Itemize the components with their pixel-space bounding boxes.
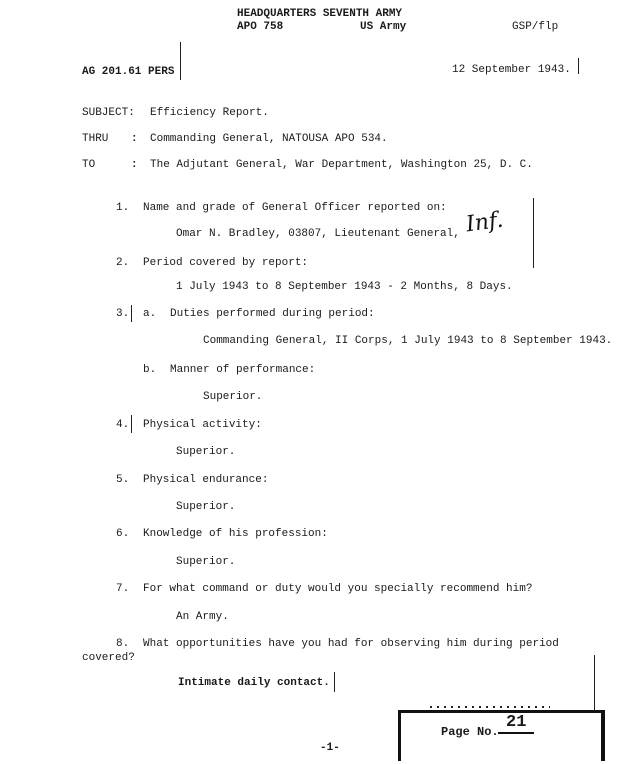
item-3-number: 3. — [116, 308, 130, 320]
margin-mark — [594, 655, 595, 710]
to-label: TO — [82, 159, 96, 171]
item-1-answer: Omar N. Bradley, 03807, Lieutenant General, — [176, 228, 460, 240]
item-7-answer: An Army. — [176, 611, 229, 623]
margin-mark — [131, 305, 132, 322]
item-4-number: 4. — [116, 419, 130, 431]
to-text: The Adjutant General, War Department, Washington 25, D. C. — [150, 159, 533, 171]
item-2-answer: 1 July 1943 to 8 September 1943 - 2 Months, 8 Days. — [176, 281, 513, 293]
item-8-question-line-2: covered? — [82, 652, 135, 664]
item-3b-question: Manner of performance: — [170, 364, 316, 376]
item-6-question: Knowledge of his profession: — [143, 528, 328, 540]
file-reference: AG 201.61 PERS — [82, 66, 175, 78]
stamp-border-noise — [430, 706, 550, 708]
item-3a-question: Duties performed during period: — [170, 308, 375, 320]
page-marker: -1- — [320, 742, 340, 754]
item-4-question: Physical activity: — [143, 419, 262, 431]
item-8-question-line-1: What opportunities have you had for observing him during period — [143, 638, 559, 650]
item-5-question: Physical endurance: — [143, 474, 269, 486]
header-us-army: US Army — [360, 21, 407, 33]
item-4-answer: Superior. — [176, 446, 236, 458]
item-8-number: 8. — [116, 638, 130, 650]
margin-mark — [131, 415, 132, 433]
header-org: HEADQUARTERS SEVENTH ARMY — [237, 8, 403, 20]
page-number-label: Page No. — [441, 725, 499, 739]
header-initials: GSP/flp — [512, 21, 559, 33]
subject-text: Efficiency Report. — [150, 107, 269, 119]
margin-mark — [578, 58, 579, 74]
item-7-number: 7. — [116, 583, 130, 595]
item-1-number: 1. — [116, 202, 130, 214]
item-3a-answer: Commanding General, II Corps, 1 July 1943 to 8 September 1943. — [203, 335, 613, 347]
item-2-number: 2. — [116, 257, 130, 269]
page-number-value-wrap — [498, 713, 534, 732]
page-number-value: 21 — [498, 713, 534, 734]
item-5-answer: Superior. — [176, 501, 236, 513]
to-colon: : — [131, 159, 138, 171]
item-7-question: For what command or duty would you specially recommend him? — [143, 583, 533, 595]
item-2-question: Period covered by report: — [143, 257, 309, 269]
margin-mark — [533, 198, 534, 268]
item-6-number: 6. — [116, 528, 130, 540]
item-3a-letter: a. — [143, 308, 157, 320]
item-6-answer: Superior. — [176, 556, 236, 568]
margin-mark — [334, 672, 335, 692]
item-8-answer: Intimate daily contact. — [178, 677, 330, 689]
document-date: 12 September 1943. — [452, 64, 571, 76]
item-3b-letter: b. — [143, 364, 157, 376]
handwritten-annotation: Inf. — [464, 207, 505, 238]
thru-label: THRU — [82, 133, 109, 145]
subject-label: SUBJECT: — [82, 107, 135, 119]
item-1-question: Name and grade of General Officer reported on: — [143, 202, 447, 214]
header-apo: APO 758 — [237, 21, 284, 33]
item-5-number: 5. — [116, 474, 130, 486]
thru-text: Commanding General, NATOUSA APO 534. — [150, 133, 388, 145]
item-3b-answer: Superior. — [203, 391, 263, 403]
margin-mark — [180, 42, 181, 80]
thru-colon: : — [131, 133, 138, 145]
